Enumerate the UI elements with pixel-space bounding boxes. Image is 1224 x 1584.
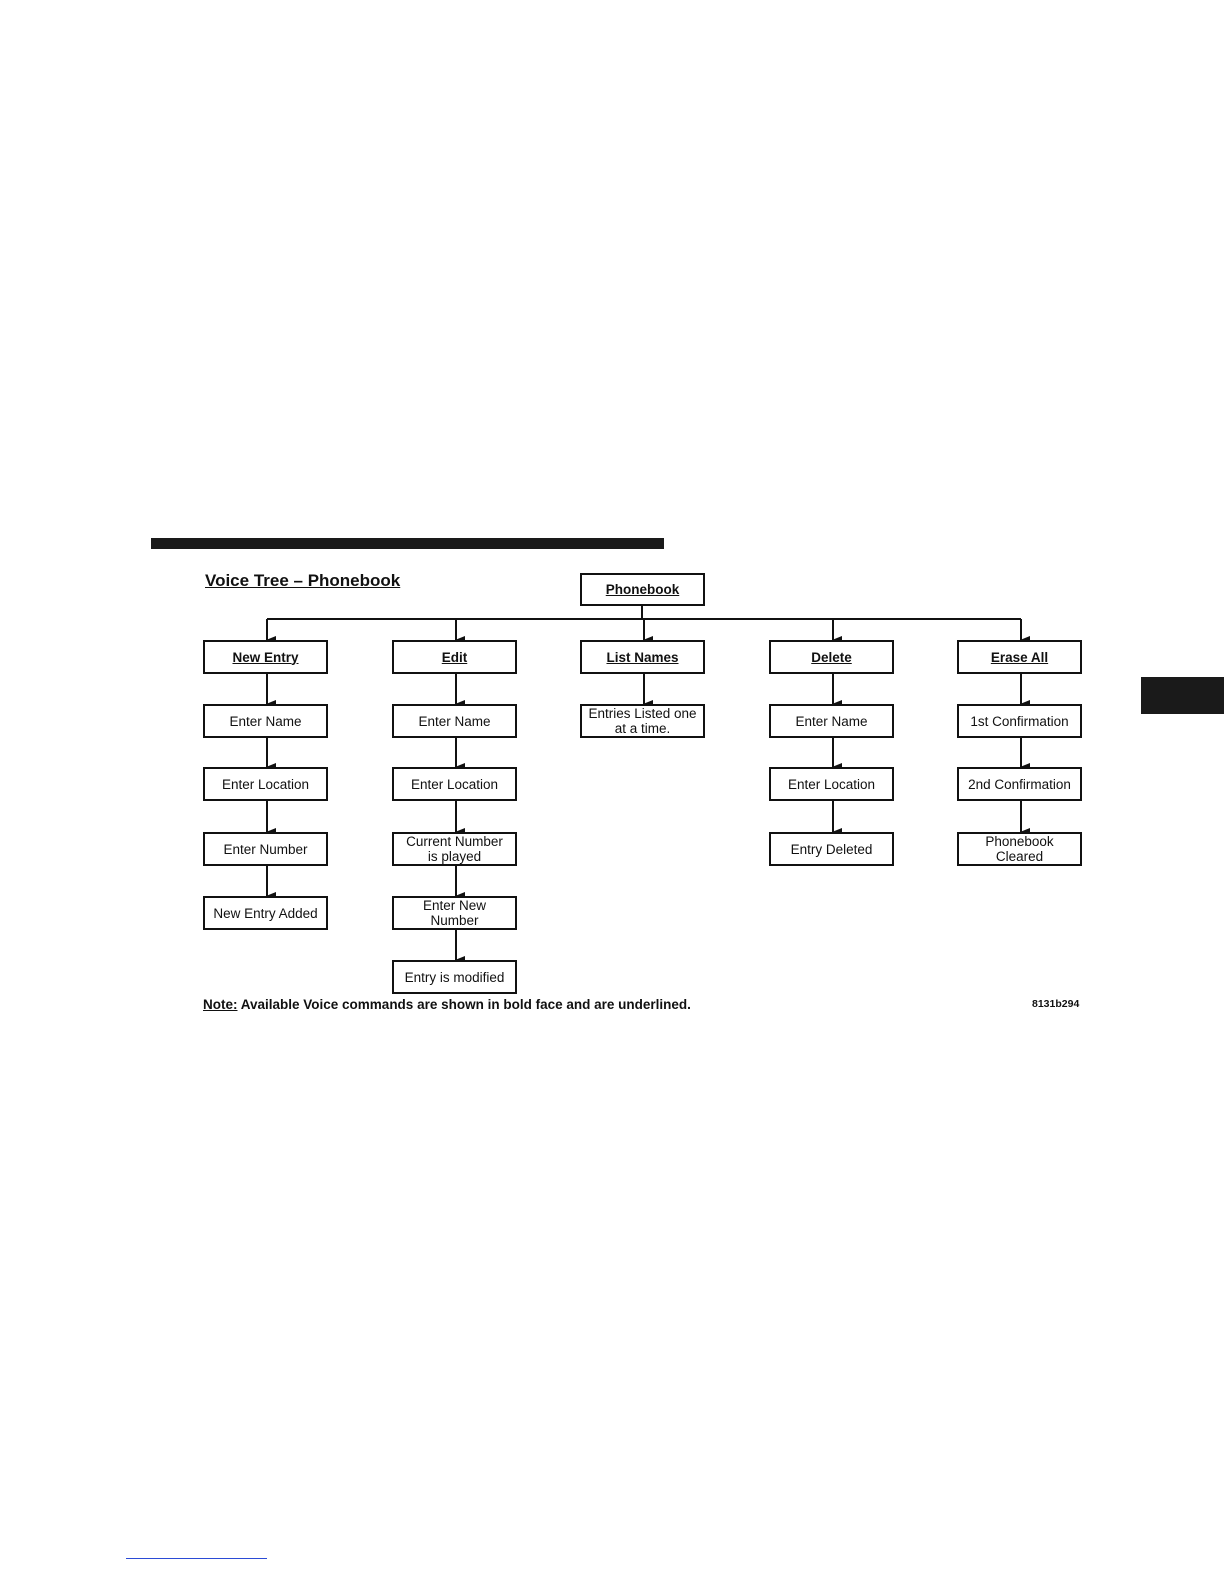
step-node: Enter New Number: [392, 896, 517, 930]
diagram-title: Voice Tree – Phonebook: [205, 571, 401, 590]
step-node: Enter Location: [203, 767, 328, 801]
step-node: Entry is modified: [392, 960, 517, 994]
command-node-new-entry: New Entry: [203, 640, 328, 674]
step-node: 2nd Confirmation: [957, 767, 1082, 801]
step-node: Entry Deleted: [769, 832, 894, 866]
step-node: Enter Location: [769, 767, 894, 801]
command-node-erase-all: Erase All: [957, 640, 1082, 674]
step-node: Enter Name: [392, 704, 517, 738]
step-node: Enter Name: [769, 704, 894, 738]
command-node-delete: Delete: [769, 640, 894, 674]
step-node: Enter Name: [203, 704, 328, 738]
step-node: Phonebook Cleared: [957, 832, 1082, 866]
step-node: New Entry Added: [203, 896, 328, 930]
note-label: Note:: [203, 997, 238, 1012]
note-text: Available Voice commands are shown in bold face and are underlined.: [237, 997, 691, 1012]
footnote: [203, 997, 691, 1012]
step-node: Entries Listed one at a time.: [580, 704, 705, 738]
step-node: 1st Confirmation: [957, 704, 1082, 738]
step-node: Current Number is played: [392, 832, 517, 866]
step-node: Enter Number: [203, 832, 328, 866]
command-node-list-names: List Names: [580, 640, 705, 674]
figure-id: 8131b294: [1032, 998, 1080, 1010]
step-node: Enter Location: [392, 767, 517, 801]
command-node-edit: Edit: [392, 640, 517, 674]
root-node-phonebook: Phonebook: [580, 573, 705, 606]
